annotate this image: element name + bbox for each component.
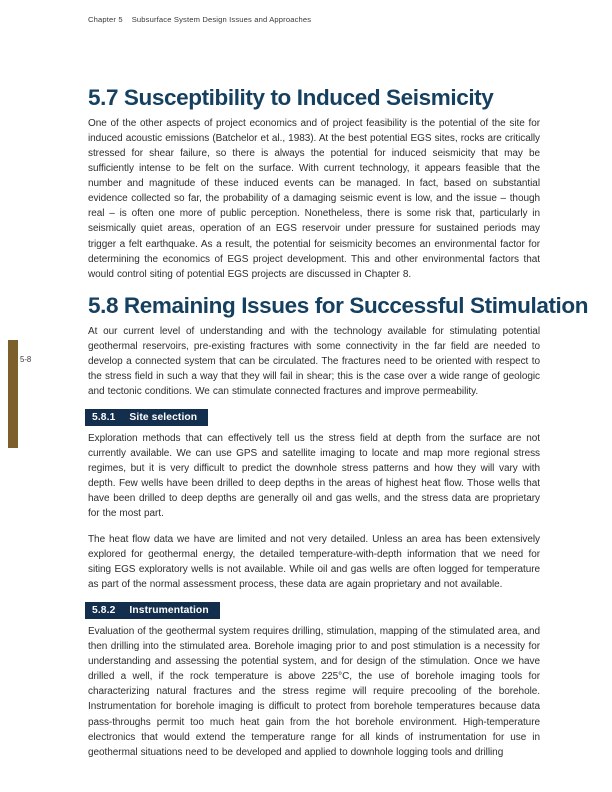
section-title-5-8: 5.8 Remaining Issues for Successful Stimulation bbox=[88, 292, 589, 318]
chapter-title: Subsurface System Design Issues and Approaches bbox=[131, 15, 312, 24]
subsection-label: Instrumentation bbox=[129, 604, 209, 616]
paragraph: Exploration methods that can effectively tell us the stress field at depth from the surface are not currently available. We can use GPS and satellite imaging to locate and map more regional stress regimes, but it is very difficult to predict the downhole stress patterns and how they will vary with depth. Few wells have been drilled to deep depths in the areas of highest heat flow. Those wells that have been drilled to deep depths are generally oil and gas wells, and the stress data are proprietary for the most part. bbox=[88, 433, 540, 520]
paragraph: At our current level of understanding and with the technology available for stimulating potential geothermal reservoirs, pre-existing fractures with some connectivity in the far field are needed to develop a connected system that can be circulated. The fractures need to be oriented with respect to the stress field in such a way that they will fail in shear; this is the case over a wide range of geologic and tectonic conditions. We can stimulate connected fractures and improve permeability. bbox=[88, 325, 540, 397]
subsection-heading-5-8-1 bbox=[85, 409, 208, 426]
subsection-number: 5.8.1 bbox=[92, 412, 116, 423]
subsection-heading-row bbox=[85, 407, 540, 426]
paragraph: One of the other aspects of project economics and of project feasibility is the potential of the site for induced acoustic emissions (Batchelor et al., 1983). At the best potential EGS sites, rocks are critically stressed for shear failure, so there is always the potential for induced seismicity that may be sufficiently intense to be felt on the surface. With current technology, it appears feasible that the number and magnitude of these induced events can be managed. In fact, based on substantial evidence collected so far, the probability of a damaging seismic event is low, and the issue – though real – is often one more of public perception. Nonetheless, there is some risk that, particularly in seismically quiet areas, operation of an EGS reservoir under pressure for sustained periods may trigger a felt earthquake. As a result, the potential for seismicity becomes an environmental factor for determining the economics of EGS project development. This and other environmental factors that would control siting of potential EGS projects are discussed in Chapter 8. bbox=[88, 117, 540, 280]
paragraph: Evaluation of the geothermal system requires drilling, stimulation, mapping of the stimulated area, and then drilling into the stimulated area. Borehole imaging prior to and post stimulation is a necessity for understanding and assessing the potential system, and for design of the stimulation. Once we have drilled a well, if the rock temperature is above 225°C, the use of borehole imaging tools for characterizing natural fractures and the stress regime will require precooling of the borehole. Instrumentation for borehole imaging is difficult to protect from borehole temperatures because data pass-throughs permit too much heat gain from the hot borehole environment. High-temperature electronics that would extend the temperature range for all kinds of instrumentation for use in geothermal situations need to be developed and applied to downhole logging tools and drilling bbox=[88, 625, 540, 758]
subsection-label: Site selection bbox=[129, 412, 198, 423]
page-number: 5-8 bbox=[20, 355, 32, 364]
section-title-5-7: 5.7 Susceptibility to Induced Seismicity bbox=[88, 85, 494, 110]
chapter-label: Chapter 5 bbox=[88, 15, 123, 24]
subsection-number: 5.8.2 bbox=[92, 604, 116, 616]
chapter-side-tab bbox=[8, 340, 18, 448]
subsection-heading-5-8-2 bbox=[85, 602, 220, 619]
subsection-heading-row bbox=[85, 600, 540, 619]
page-content bbox=[88, 85, 589, 760]
page-header bbox=[88, 15, 311, 24]
paragraph: The heat flow data we have are limited and not very detailed. Unless an area has been extensively explored for geothermal energy, the detailed temperature-with-depth information that we need for siting EGS exploratory wells is not available. While oil and gas wells are often logged for temperature as part of the normal assessment process, these data are again proprietary and not available. bbox=[88, 533, 540, 590]
